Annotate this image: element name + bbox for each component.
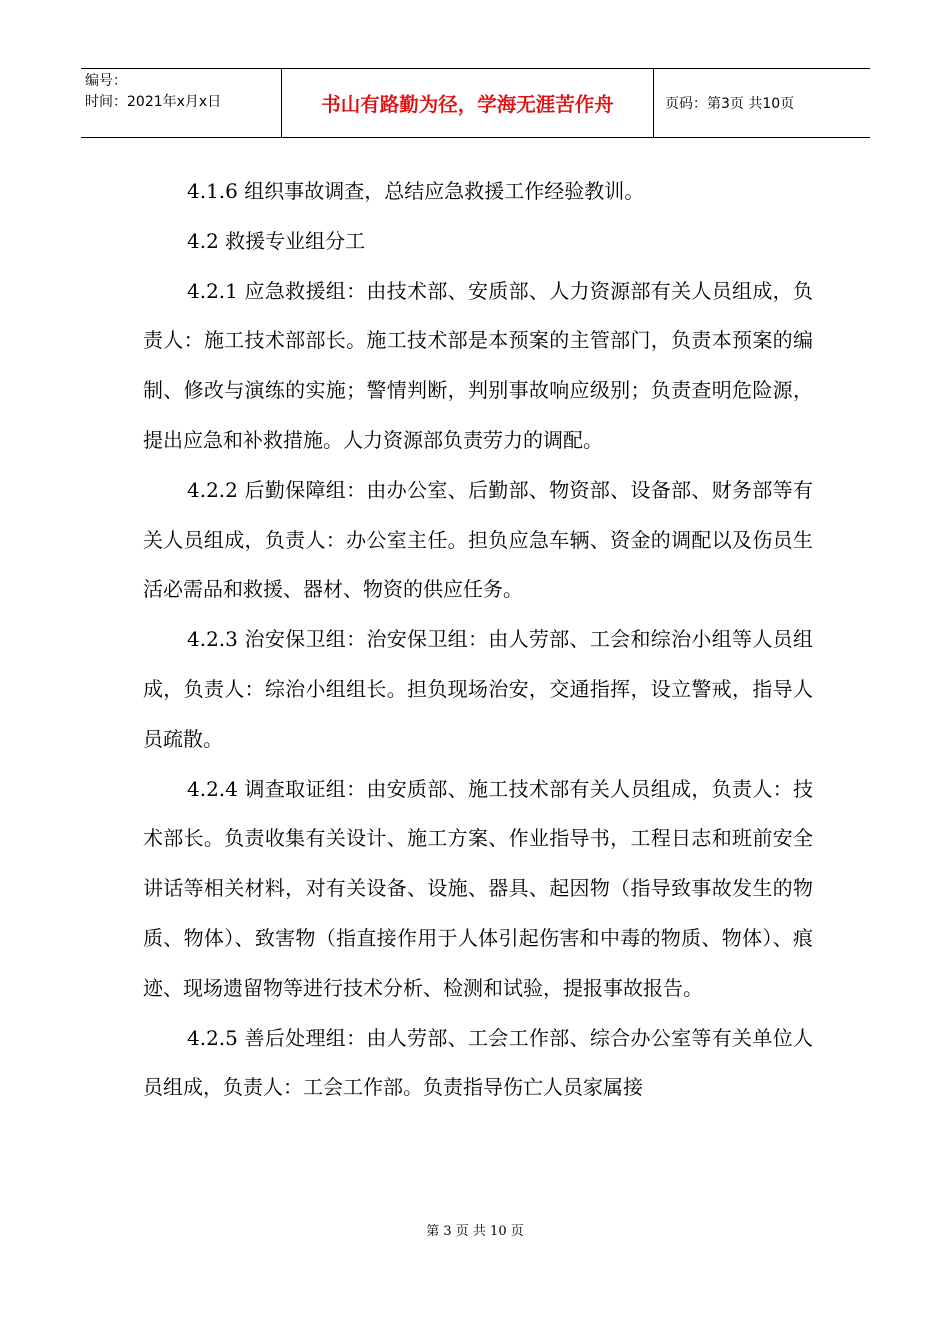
paragraph-4-2-5: 4.2.5 善后处理组：由人劳部、工会工作部、综合办公室等有关单位人员组成，负责人：工会工作部。负责指导伤亡人员家属接	[143, 1025, 813, 1100]
header-page-info: 页码：第3页 共10页	[665, 96, 795, 112]
paragraph-4-2-2: 4.2.2 后勤保障组：由办公室、后勤部、物资部、设备部、财务部等有关人员组成，负责人：办公室主任。担负应急车辆、资金的调配以及伤员生活必需品和救援、器材、物资的供应任务。	[143, 477, 813, 602]
document-body	[143, 167, 813, 1113]
time-label: 时间：2021年x月x日	[85, 94, 222, 110]
paragraph-4-2-1: 4.2.1 应急救援组：由技术部、安质部、人力资源部有关人员组成，负责人：施工技术部部长。施工技术部是本预案的主管部门，负责本预案的编制、修改与演练的实施；警情判断，判别事故响应级别；负责查明危险源，提出应急和补救措施。人力资源部负责劳力的调配。	[143, 278, 813, 452]
paragraph-4-1-6: 4.1.6 组织事故调查，总结应急救援工作经验教训。	[187, 179, 645, 203]
paragraph-4-2-3: 4.2.3 治安保卫组：治安保卫组：由人劳部、工会和综治小组等人员组成，负责人：综治小组组长。担负现场治安，交通指挥，设立警戒，指导人员疏散。	[143, 627, 813, 751]
header-meta	[81, 69, 282, 137]
page-footer: 第 3 页 共 10 页	[426, 1224, 524, 1239]
page-header	[81, 68, 870, 138]
paragraph-4-2-4: 4.2.4 调查取证组：由安质部、施工技术部有关人员组成，负责人：技术部长。负责收集有关设计、施工方案、作业指导书，工程日志和班前安全讲话等相关材料，对有关设备、设施、器具、起因物（指导致事故发生的物质、物体）、致害物（指直接作用于人体引起伤害和中毒的物质、物体）、痕迹、现场遗留物等进行技术分析、检测和试验，提报事故报告。	[143, 776, 813, 1000]
paragraph-4-2: 4.2 救援专业组分工	[187, 228, 366, 253]
header-motto: 书山有路勤为径，学海无涯苦作舟	[282, 69, 654, 137]
number-label: 编号：	[85, 73, 127, 89]
